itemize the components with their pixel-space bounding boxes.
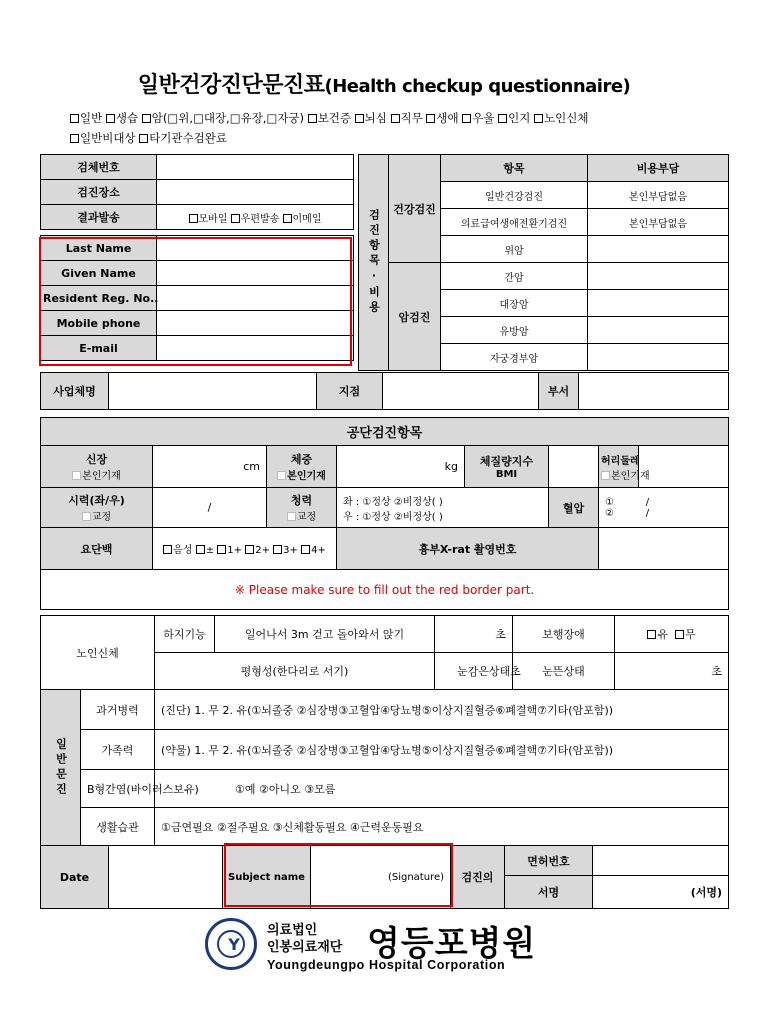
urine-protein-label: 요단백: [41, 528, 153, 570]
cost-value: 본인부담없음: [588, 209, 729, 236]
exam-type-label: 노인신체: [544, 111, 589, 125]
foundation-name: 의료법인 인봉의료재단: [267, 923, 343, 955]
checkbox[interactable]: [308, 114, 317, 123]
hepb-options[interactable]: ①예 ②아니오 ③모름: [155, 770, 729, 808]
lower-limb-desc: 일어나서 3m 걷고 돌아와서 앉기: [215, 616, 435, 653]
dept-field[interactable]: [579, 373, 729, 410]
checkbox[interactable]: [273, 545, 282, 554]
weight-label: 체중 본인기재: [267, 446, 337, 488]
exam-place-label: 검진장소: [41, 180, 157, 205]
past-history-options[interactable]: (진단) 1. 무 2. 유(①뇌졸중 ②심장병③고혈압④당뇨병⑤이상지질혈증⑥폐결핵⑦기타(암포함)): [155, 690, 729, 730]
cost-value: 본인부담없음: [588, 182, 729, 209]
height-field[interactable]: cm: [153, 446, 267, 488]
subject-name-label: Subject name: [223, 846, 311, 909]
hospital-name-english: Youngdeungpo Hospital Corporation: [267, 958, 506, 972]
exam-type-label: 생습: [115, 111, 139, 125]
hospital-name: 영등포병원: [367, 924, 537, 964]
urine-option-label: 1+: [227, 545, 243, 556]
checkbox[interactable]: [245, 545, 254, 554]
cost-item: 간암: [441, 263, 588, 290]
checkbox[interactable]: [534, 114, 543, 123]
urine-option-label: 음성: [173, 545, 193, 556]
urine-option-label: ±: [205, 545, 215, 556]
section-title: 공단검진항목: [41, 418, 729, 446]
checkbox[interactable]: [70, 114, 79, 123]
general-side-label: 일반문진: [41, 690, 81, 846]
col-cost-header: 비용부담: [588, 155, 729, 182]
bp-field[interactable]: ① / ② /: [599, 488, 729, 528]
branch-field[interactable]: [383, 373, 539, 410]
exam-type-label: 타기관수검완료: [149, 131, 227, 145]
height-label: 신장 본인기재: [41, 446, 153, 488]
cost-value[interactable]: [588, 344, 729, 371]
hospital-seal-icon: Y: [205, 918, 257, 970]
lower-limb-field[interactable]: 초: [435, 616, 513, 653]
past-history-label: 과거병력: [81, 690, 155, 730]
date-label: Date: [41, 846, 109, 909]
red-notice: ※ Please make sure to fill out the red border part.: [41, 570, 729, 610]
vision-field[interactable]: /: [153, 488, 267, 528]
hearing-options[interactable]: 좌 : ①정상 ②비정상( ) 우 : ①정상 ②비정상( ): [337, 488, 549, 528]
result-delivery-label: 결과발송: [41, 205, 157, 230]
elderly-table: [40, 615, 729, 690]
branch-label: 지점: [317, 373, 383, 410]
cost-value[interactable]: [588, 263, 729, 290]
health-group-label: 건강검진: [389, 155, 441, 263]
habit-label: 생활습관: [81, 808, 155, 846]
checkbox[interactable]: [355, 114, 364, 123]
cost-item: 위암: [441, 236, 588, 263]
exam-type-checklist: [70, 110, 588, 126]
checkbox[interactable]: [189, 214, 198, 223]
exam-type-checklist-2: [70, 130, 227, 146]
doctor-sign-label: 서명: [505, 876, 593, 909]
checkbox[interactable]: [283, 214, 292, 223]
title-korean: 일반건강진단문진표: [137, 73, 325, 98]
exam-type-label: 우울: [472, 111, 495, 125]
exam-type-label: 일반비대상: [80, 131, 136, 145]
checkbox[interactable]: [139, 134, 148, 143]
exam-type-label: 인지: [508, 111, 531, 125]
dept-label: 부서: [539, 373, 579, 410]
waist-field[interactable]: [639, 446, 729, 488]
eyes-open-label: 눈뜬상태: [513, 653, 615, 690]
balance-label: 평형성(한다리로 서기): [155, 653, 435, 690]
form-title: [0, 68, 768, 99]
hepb-label-cell: [81, 770, 199, 808]
exam-type-label: 일반: [80, 111, 103, 125]
xray-label: 흉부X-rat 촬영번호: [337, 528, 599, 570]
email-field[interactable]: [157, 336, 354, 361]
email-label: E-mail: [41, 336, 157, 361]
exam-type-label: 직무: [400, 111, 423, 125]
lower-limb-label: 하지기능: [155, 616, 215, 653]
walk-label: 보행장애: [513, 616, 615, 653]
exam-type-label: 보건증: [317, 111, 352, 125]
result-delivery-options[interactable]: 모바일 우편발송 이메일: [157, 205, 354, 230]
vision-label: 시력(좌/우) 교정: [41, 488, 153, 528]
cost-side-label: 검진항목·비용: [359, 155, 389, 371]
exam-no-label: 검체번호: [41, 155, 157, 180]
doctor-sign-field[interactable]: (서명): [593, 876, 729, 909]
checkbox[interactable]: [196, 545, 205, 554]
mobile-label: Mobile phone: [41, 311, 157, 336]
checkbox[interactable]: [426, 114, 435, 123]
date-field[interactable]: [109, 846, 223, 909]
hearing-label: 청력 교정: [267, 488, 337, 528]
elderly-label: 노인신체: [41, 616, 155, 690]
family-history-label: 가족력: [81, 730, 155, 770]
cost-value[interactable]: [588, 290, 729, 317]
cost-item: 대장암: [441, 290, 588, 317]
cost-value[interactable]: [588, 236, 729, 263]
checkbox[interactable]: [498, 114, 507, 123]
checkbox[interactable]: [70, 134, 79, 143]
exam-table: [40, 417, 729, 610]
given-name-label: Given Name: [41, 261, 157, 286]
signature-table: [40, 845, 729, 909]
eyes-closed-label[interactable]: 눈감은상태 초: [435, 653, 513, 690]
weight-field[interactable]: kg: [337, 446, 465, 488]
checkbox[interactable]: [142, 114, 151, 123]
exam-type-label: 생애: [436, 111, 459, 125]
bmi-label: 체질량지수 BMI: [465, 446, 549, 488]
bmi-field[interactable]: [549, 446, 599, 488]
family-history-options[interactable]: (약물) 1. 무 2. 유(①뇌졸중 ②심장병③고혈압④당뇨병⑤이상지질혈증⑥폐결핵⑦기타(암포함)): [155, 730, 729, 770]
license-field[interactable]: [593, 846, 729, 876]
urine-option-label: 3+: [283, 545, 298, 556]
urine-option-label: 4+: [311, 545, 326, 556]
last-name-field[interactable]: [157, 236, 354, 261]
eyes-open-field[interactable]: 초: [615, 653, 729, 690]
urine-option-label: 2+: [255, 545, 270, 556]
hospital-logo: [205, 918, 585, 978]
company-label: 사업체명: [41, 373, 109, 410]
title-english: (Health checkup questionnaire): [324, 76, 631, 97]
resident-no-field[interactable]: [157, 286, 354, 311]
checkbox[interactable]: [231, 214, 240, 223]
given-name-field[interactable]: [157, 261, 354, 286]
checkbox[interactable]: [462, 114, 471, 123]
checkbox[interactable]: [217, 545, 226, 554]
checkbox[interactable]: [301, 545, 310, 554]
last-name-label: Last Name: [41, 236, 157, 261]
walk-options[interactable]: 유 무: [615, 616, 729, 653]
mobile-field[interactable]: [157, 311, 354, 336]
exam-place-field[interactable]: [157, 180, 354, 205]
hepb-label: B형간염(바이러스보유): [87, 782, 199, 796]
general-table: [40, 689, 729, 846]
cost-item: 자궁경부암: [441, 344, 588, 371]
personal-info-table: [40, 154, 354, 361]
checkbox[interactable]: [106, 114, 115, 123]
cost-value[interactable]: [588, 317, 729, 344]
cost-item: 의료급여생애전환기검진: [441, 209, 588, 236]
resident-no-label: Resident Reg. No..: [41, 286, 157, 311]
waist-label: 허리둘레 본인기재: [599, 446, 639, 488]
exam-type-label: 뇌심: [364, 111, 387, 125]
bp-label: 혈압: [549, 488, 599, 528]
company-field[interactable]: [109, 373, 317, 410]
signature-field[interactable]: (Signature): [311, 846, 451, 909]
checkbox[interactable]: [391, 114, 400, 123]
doctor-label: 검진의: [451, 846, 505, 909]
cost-table: [358, 154, 729, 371]
license-label: 면허번호: [505, 846, 593, 876]
exam-no-field[interactable]: [157, 155, 354, 180]
urine-options[interactable]: [153, 528, 337, 570]
xray-field[interactable]: [599, 528, 729, 570]
cost-item: 유방암: [441, 317, 588, 344]
cost-item: 일반건강검진: [441, 182, 588, 209]
checkbox[interactable]: [163, 545, 172, 554]
cancer-group-label: 암검진: [389, 263, 441, 371]
col-item-header: 항목: [441, 155, 588, 182]
habit-options[interactable]: ①금연필요 ②절주필요 ③신체활동필요 ④근력운동필요: [155, 808, 729, 846]
exam-type-label: 암(□위,□대장,□유장,□자궁): [151, 111, 305, 125]
company-table: [40, 372, 729, 410]
